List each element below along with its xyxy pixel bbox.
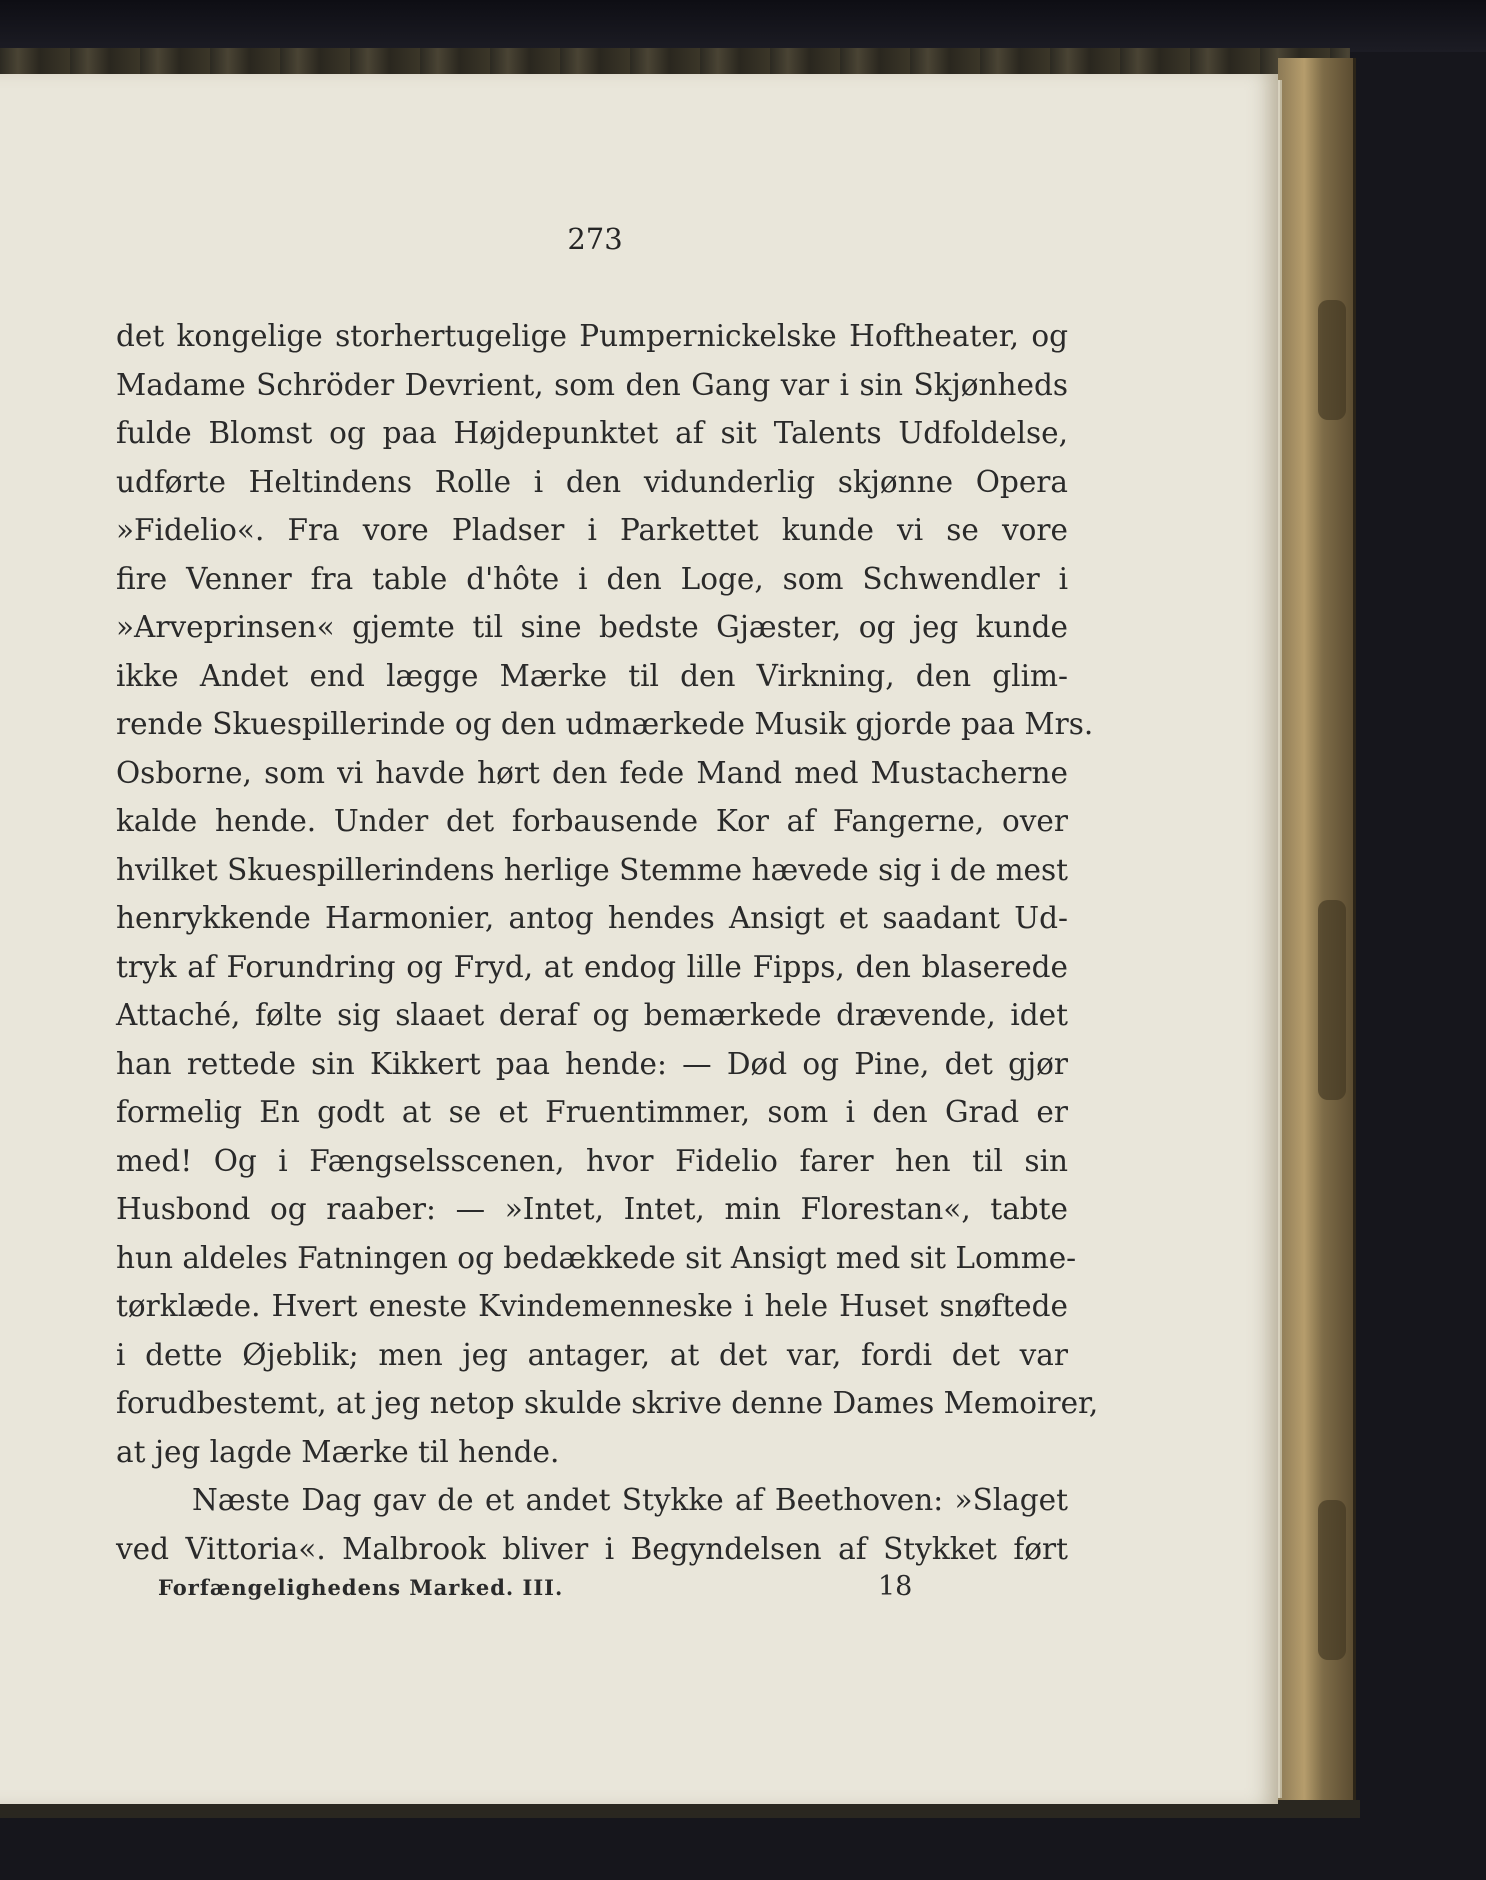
text-line: formelig En godt at se et Fruentimmer, som i den Grad er bbox=[116, 1095, 1068, 1129]
signature-number: 18 bbox=[878, 1571, 913, 1602]
text-line: henrykkende Harmonier, antog hendes Ansigt et saadant Ud- bbox=[116, 901, 1068, 935]
text-line: Attaché, følte sig slaaet deraf og bemærkede drævende, idet bbox=[116, 998, 1068, 1032]
text-line: Næste Dag gav de et andet Stykke af Beethoven: »Slaget bbox=[192, 1483, 1068, 1517]
text-line: »Fidelio«. Fra vore Pladser i Parkettet kunde vi se vore bbox=[116, 513, 1068, 547]
text-line: »Arveprinsen« gjemte til sine bedste Gjæster, og jeg kunde bbox=[116, 610, 1068, 644]
text-line: hun aldeles Fatningen og bedækkede sit Ansigt med sit Lomme- bbox=[116, 1240, 1077, 1275]
spine-stain bbox=[1318, 900, 1346, 1100]
text-line: rende Skuespillerinde og den udmærkede Musik gjorde paa Mrs. bbox=[116, 707, 1094, 741]
text-line: i dette Øjeblik; men jeg antager, at det var, fordi det var bbox=[116, 1337, 1068, 1372]
spine-stain bbox=[1318, 300, 1346, 420]
spine-stain bbox=[1318, 1500, 1346, 1660]
text-line: ved Vittoria«. Malbrook bliver i Begyndelsen af Stykket ført bbox=[116, 1531, 1068, 1566]
text-line: fulde Blomst og paa Højdepunktet af sit Talents Udfoldelse, bbox=[116, 416, 1068, 450]
text-line: Husbond og raaber: — »Intet, Intet, min Florestan«, tabte bbox=[116, 1192, 1068, 1226]
text-line: hvilket Skuespillerindens herlige Stemme hævede sig i de mest bbox=[116, 852, 1068, 887]
text-line: Madame Schröder Devrient, som den Gang var i sin Skjønheds bbox=[116, 367, 1068, 402]
text-line: kalde hende. Under det forbausende Kor af Fangerne, over bbox=[116, 804, 1068, 838]
signature-title: Forfængelighedens Marked. III. bbox=[158, 1575, 564, 1600]
page-number: 273 bbox=[567, 222, 623, 256]
text-line: det kongelige storhertugelige Pumpernickelske Hoftheater, og bbox=[116, 319, 1068, 353]
printer-signature bbox=[158, 1571, 913, 1609]
text-line: at jeg lagde Mærke til hende. bbox=[116, 1434, 560, 1469]
dark-background bbox=[0, 0, 1486, 52]
text-line: ikke Andet end lægge Mærke til den Virkning, den glim- bbox=[116, 658, 1068, 693]
text-line: han rettede sin Kikkert paa hende: — Død og Pine, det gjør bbox=[116, 1046, 1068, 1081]
text-line: udførte Heltindens Rolle i den vidunderlig skjønne Opera bbox=[116, 464, 1068, 499]
text-line: forudbestemt, at jeg netop skulde skrive denne Dames Memoirer, bbox=[116, 1386, 1099, 1420]
text-line: fire Venner fra table d'hôte i den Loge, som Schwendler i bbox=[116, 561, 1068, 596]
text-line: tryk af Forundring og Fryd, at endog lille Fipps, den blaserede bbox=[116, 949, 1068, 984]
body-text bbox=[116, 312, 1099, 1573]
text-line: tørklæde. Hvert eneste Kvindemenneske i hele Huset snøftede bbox=[116, 1289, 1068, 1323]
text-line: Osborne, som vi havde hørt den fede Mand med Mustacherne bbox=[116, 755, 1068, 790]
text-line: med! Og i Fængselsscenen, hvor Fidelio farer hen til sin bbox=[116, 1143, 1068, 1178]
